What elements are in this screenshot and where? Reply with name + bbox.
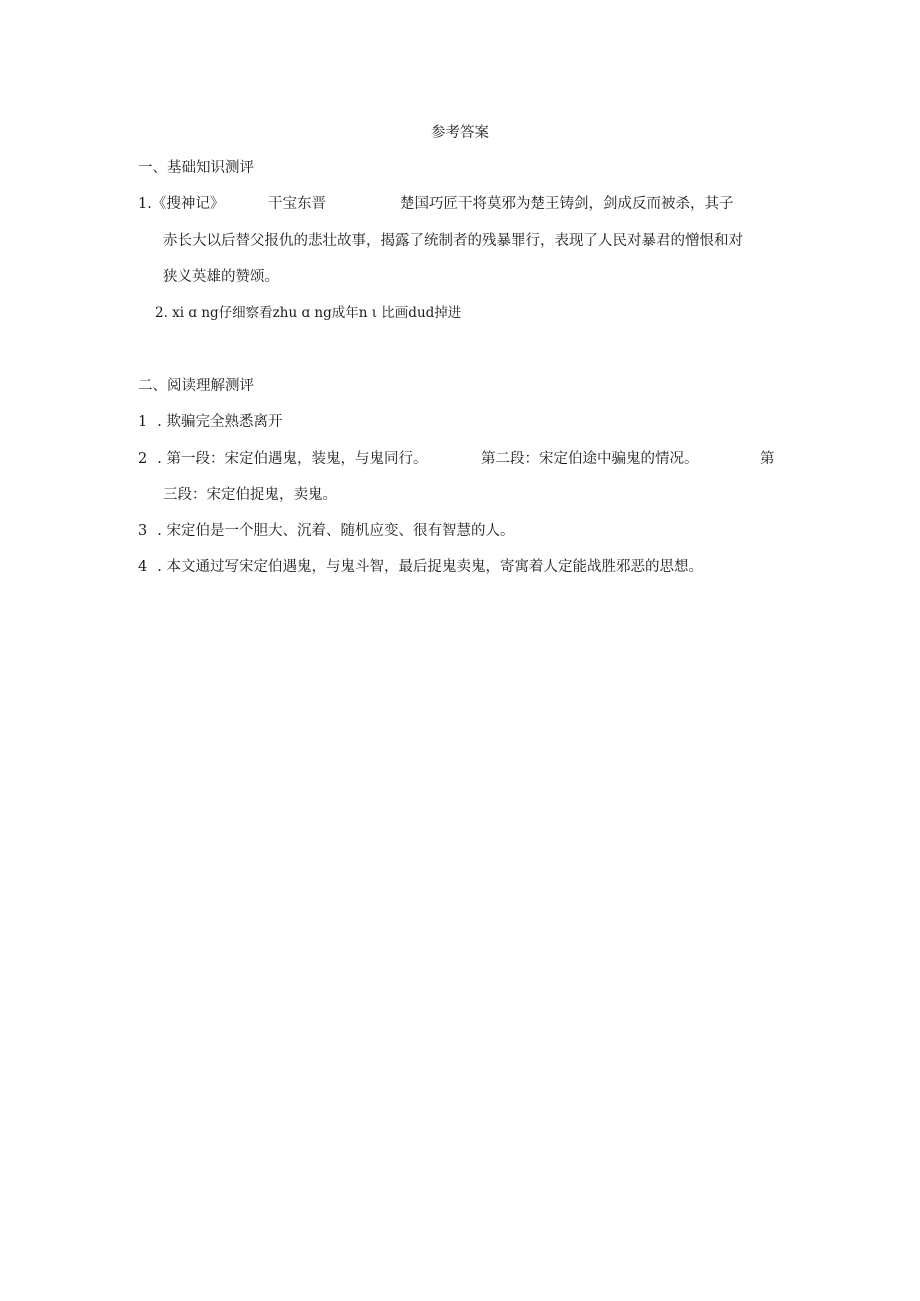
s2-item3-num: 3 [138,523,148,539]
section1-heading: 一、基础知识测评 [138,160,254,176]
s2-item2-line2: 三段：宋定伯捉鬼，卖鬼。 [163,487,337,503]
section2-heading: 二、阅读理解测评 [138,378,254,394]
page-title: 参考答案 [431,125,489,141]
s1-item1-line1 [138,194,224,214]
s1-item2: 2. xi ɑ ng仔细察看zhu ɑ ng成年n ι 比画dud掉进 [155,305,462,321]
s2-item2-part1: . 第一段：宋定伯遇鬼，装鬼，与鬼同行。 [157,451,428,467]
s2-item2-line1 [138,449,427,469]
s2-item2-part3: 第 [760,451,775,467]
s1-item1-summary-line2: 赤长大以后替父报仇的悲壮故事，揭露了统制者的残暴罪行，表现了人民对暴君的憎恨和对 [163,233,743,249]
s2-item1-text: . 欺骗完全熟悉离开 [157,414,283,430]
s2-item3-text: . 宋定伯是一个胆大、沉着、随机应变、很有智慧的人。 [157,523,515,539]
s2-item2-part2: 第二段：宋定伯途中骗鬼的情况。 [481,451,699,467]
s2-item3 [138,521,514,541]
s2-item4-text: . 本文通过写宋定伯遇鬼，与鬼斗智，最后捉鬼卖鬼，寄寓着人定能战胜邪恶的思想。 [157,559,703,575]
s1-item1-summary-line3: 狭义英雄的赞颂。 [163,269,279,285]
s2-item2-num: 2 [138,451,148,467]
s1-item1-author: 干宝东晋 [268,196,326,212]
s2-item1-num: 1 [138,414,148,430]
s1-item1-num: 1. [138,196,152,212]
s1-item1-book: 《搜神记》 [151,196,225,212]
s2-item4-num: 4 [138,559,148,575]
s2-item4 [138,557,703,577]
s1-item1-summary-start: 楚国巧匠干将莫邪为楚王铸剑，剑成反而被杀，其子 [400,196,734,212]
s2-item1 [138,412,282,432]
